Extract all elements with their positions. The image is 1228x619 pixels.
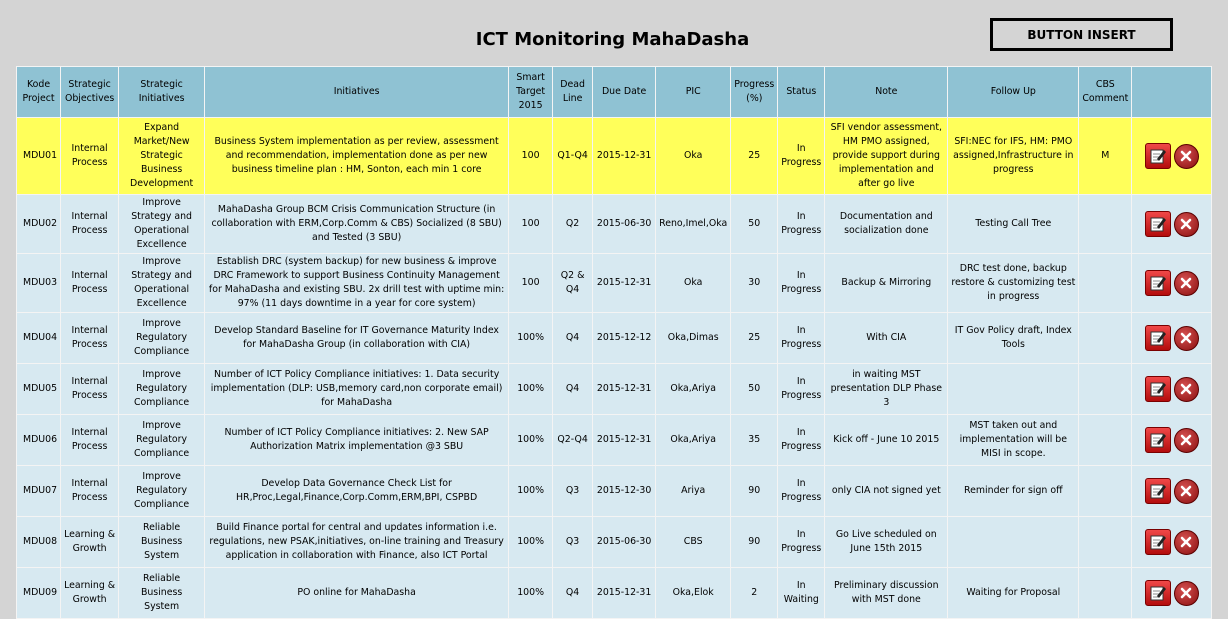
cell-due-date: 2015-12-31 [593,254,656,313]
delete-icon [1179,276,1193,290]
cell-cbs-comment [1079,415,1132,466]
cell-actions [1132,118,1212,195]
edit-button[interactable] [1145,427,1171,453]
edit-button[interactable] [1145,325,1171,351]
cell-target: 100 [509,118,553,195]
cell-actions [1132,466,1212,517]
cell-strategic-initiative: Improve Regulatory Compliance [119,364,205,415]
delete-button[interactable] [1174,581,1199,606]
cell-due-date: 2015-12-12 [593,313,656,364]
delete-button[interactable] [1174,428,1199,453]
cell-deadline: Q2 & Q4 [553,254,593,313]
cell-initiative: Develop Data Governance Check List for HR,Proc,Legal,Finance,Corp.Comm,ERM,BPI, CSPBD [205,466,509,517]
cell-target: 100% [509,466,553,517]
edit-icon [1149,274,1167,292]
cell-cbs-comment [1079,313,1132,364]
cell-pic: Oka,Ariya [656,415,731,466]
table-row [17,517,1212,568]
col-target: Smart Target 2015 [509,67,553,118]
cell-note: Preliminary discussion with MST done [825,568,948,619]
cell-note: Go Live scheduled on June 15th 2015 [825,517,948,568]
delete-button[interactable] [1174,144,1199,169]
edit-button[interactable] [1145,529,1171,555]
monitoring-table [16,66,1212,619]
cell-initiative: Build Finance portal for central and updates information i.e. regulations, new PSAK,initiatives, on-line training and Treasury application in collaboration with Finance, also ICT Portal [205,517,509,568]
cell-kode: MDU05 [17,364,61,415]
edit-icon [1149,329,1167,347]
cell-deadline: Q2 [553,195,593,254]
edit-button[interactable] [1145,376,1171,402]
edit-icon [1149,380,1167,398]
cell-progress: 2 [731,568,778,619]
col-follow-up: Follow Up [948,67,1079,118]
cell-strategic-initiative: Improve Strategy and Operational Excellence [119,254,205,313]
delete-icon [1179,586,1193,600]
table-row [17,466,1212,517]
cell-actions [1132,254,1212,313]
cell-status: In Progress [778,517,825,568]
cell-progress: 30 [731,254,778,313]
cell-cbs-comment [1079,364,1132,415]
cell-cbs-comment [1079,568,1132,619]
cell-objective: Learning & Growth [61,568,119,619]
edit-icon [1149,482,1167,500]
cell-objective: Learning & Growth [61,517,119,568]
cell-note: SFI vendor assessment, HM PMO assigned, provide support during implementation and after go live [825,118,948,195]
cell-pic: Oka [656,118,731,195]
cell-follow-up: Reminder for sign off [948,466,1079,517]
col-initiatives: Initiatives [205,67,509,118]
cell-target: 100 [509,254,553,313]
cell-kode: MDU03 [17,254,61,313]
cell-cbs-comment [1079,517,1132,568]
cell-actions [1132,415,1212,466]
cell-strategic-initiative: Improve Regulatory Compliance [119,313,205,364]
col-status: Status [778,67,825,118]
cell-strategic-initiative: Improve Regulatory Compliance [119,415,205,466]
cell-initiative: Develop Standard Baseline for IT Governance Maturity Index for MahaDasha Group (in collaboration with CIA) [205,313,509,364]
table-row [17,364,1212,415]
delete-button[interactable] [1174,377,1199,402]
edit-icon [1149,584,1167,602]
delete-button[interactable] [1174,479,1199,504]
col-pic: PIC [656,67,731,118]
col-note: Note [825,67,948,118]
cell-cbs-comment [1079,195,1132,254]
delete-icon [1179,484,1193,498]
cell-progress: 90 [731,517,778,568]
cell-strategic-initiative: Improve Strategy and Operational Excellence [119,195,205,254]
col-objectives: Strategic Objectives [61,67,119,118]
cell-kode: MDU04 [17,313,61,364]
cell-note: in waiting MST presentation DLP Phase 3 [825,364,948,415]
cell-target: 100% [509,313,553,364]
delete-icon [1179,217,1193,231]
cell-deadline: Q4 [553,313,593,364]
table-row [17,254,1212,313]
cell-progress: 25 [731,118,778,195]
cell-due-date: 2015-12-30 [593,466,656,517]
delete-button[interactable] [1174,326,1199,351]
cell-objective: Internal Process [61,466,119,517]
cell-strategic-initiative: Expand Market/New Strategic Business Development [119,118,205,195]
edit-button[interactable] [1145,211,1171,237]
delete-icon [1179,149,1193,163]
cell-due-date: 2015-12-31 [593,415,656,466]
cell-target: 100% [509,364,553,415]
cell-kode: MDU06 [17,415,61,466]
cell-cbs-comment [1079,466,1132,517]
cell-deadline: Q4 [553,568,593,619]
col-due-date: Due Date [593,67,656,118]
table-row [17,195,1212,254]
cell-actions [1132,517,1212,568]
edit-button[interactable] [1145,478,1171,504]
cell-deadline: Q4 [553,364,593,415]
cell-note: Backup & Mirroring [825,254,948,313]
cell-pic: Ariya [656,466,731,517]
cell-deadline: Q1-Q4 [553,118,593,195]
cell-note: only CIA not signed yet [825,466,948,517]
cell-pic: CBS [656,517,731,568]
cell-status: In Progress [778,415,825,466]
cell-note: With CIA [825,313,948,364]
cell-strategic-initiative: Improve Regulatory Compliance [119,466,205,517]
cell-follow-up: Waiting for Proposal [948,568,1079,619]
cell-initiative: Number of ICT Policy Compliance initiatives: 2. New SAP Authorization Matrix implementation @3 SBU [205,415,509,466]
delete-button[interactable] [1174,271,1199,296]
cell-deadline: Q3 [553,517,593,568]
cell-target: 100 [509,195,553,254]
delete-button[interactable] [1174,530,1199,555]
cell-objective: Internal Process [61,415,119,466]
cell-actions [1132,195,1212,254]
cell-progress: 50 [731,195,778,254]
cell-initiative: PO online for MahaDasha [205,568,509,619]
cell-follow-up: IT Gov Policy draft, Index Tools [948,313,1079,364]
col-cbs-comment: CBS Comment [1079,67,1132,118]
cell-note: Kick off - June 10 2015 [825,415,948,466]
cell-follow-up [948,364,1079,415]
cell-initiative: Establish DRC (system backup) for new business & improve DRC Framework to support Business Continuity Management for MahaDasha and existing SBU. 2x drill test with uptime min: 97% (11 days downtime in a year for core system) [205,254,509,313]
edit-icon [1149,431,1167,449]
cell-initiative: Number of ICT Policy Compliance initiatives: 1. Data security implementation (DLP: USB,memory card,non corporate email) for MahaDasha [205,364,509,415]
cell-note: Documentation and socialization done [825,195,948,254]
cell-kode: MDU01 [17,118,61,195]
cell-pic: Reno,Imel,Oka [656,195,731,254]
cell-objective: Internal Process [61,118,119,195]
cell-target: 100% [509,568,553,619]
edit-button[interactable] [1145,143,1171,169]
cell-target: 100% [509,415,553,466]
edit-button[interactable] [1145,580,1171,606]
cell-due-date: 2015-06-30 [593,517,656,568]
cell-kode: MDU09 [17,568,61,619]
cell-progress: 50 [731,364,778,415]
cell-target: 100% [509,517,553,568]
cell-follow-up: SFI:NEC for IFS, HM: PMO assigned,Infrastructure in progress [948,118,1079,195]
cell-kode: MDU08 [17,517,61,568]
cell-objective: Internal Process [61,195,119,254]
cell-status: In Progress [778,254,825,313]
cell-due-date: 2015-06-30 [593,195,656,254]
cell-pic: Oka,Ariya [656,364,731,415]
edit-icon [1149,147,1167,165]
cell-actions [1132,568,1212,619]
cell-due-date: 2015-12-31 [593,568,656,619]
cell-initiative: Business System implementation as per review, assessment and recommendation, implementation done as per new business timeline plan : HM, Sonton, each min 1 core [205,118,509,195]
cell-cbs-comment [1079,254,1132,313]
edit-icon [1149,533,1167,551]
table-row [17,415,1212,466]
table-row [17,568,1212,619]
cell-pic: Oka,Dimas [656,313,731,364]
insert-button[interactable]: BUTTON INSERT [990,18,1173,51]
cell-objective: Internal Process [61,313,119,364]
delete-button[interactable] [1174,212,1199,237]
cell-kode: MDU02 [17,195,61,254]
cell-progress: 25 [731,313,778,364]
cell-status: In Progress [778,195,825,254]
cell-status: In Progress [778,313,825,364]
cell-actions [1132,313,1212,364]
delete-icon [1179,331,1193,345]
cell-status: In Progress [778,118,825,195]
cell-objective: Internal Process [61,364,119,415]
cell-deadline: Q3 [553,466,593,517]
edit-icon [1149,215,1167,233]
cell-objective: Internal Process [61,254,119,313]
cell-follow-up [948,517,1079,568]
col-kode: Kode Project [17,67,61,118]
table-row [17,118,1212,195]
delete-icon [1179,382,1193,396]
cell-follow-up: DRC test done, backup restore & customizing test in progress [948,254,1079,313]
cell-due-date: 2015-12-31 [593,364,656,415]
cell-follow-up: MST taken out and implementation will be MISI in scope. [948,415,1079,466]
cell-strategic-initiative: Reliable Business System [119,568,205,619]
col-strategic-initiatives: Strategic Initiatives [119,67,205,118]
cell-pic: Oka,Elok [656,568,731,619]
cell-deadline: Q2-Q4 [553,415,593,466]
edit-button[interactable] [1145,270,1171,296]
cell-pic: Oka [656,254,731,313]
col-deadline: Dead Line [553,67,593,118]
cell-due-date: 2015-12-31 [593,118,656,195]
table-row [17,313,1212,364]
cell-strategic-initiative: Reliable Business System [119,517,205,568]
page-title: ICT Monitoring MahaDasha [475,29,750,50]
table-header [17,67,1212,118]
cell-status: In Waiting [778,568,825,619]
delete-icon [1179,535,1193,549]
cell-initiative: MahaDasha Group BCM Crisis Communication Structure (in collaboration with ERM,Corp.Comm & CBS) Socialized (8 SBU) and Tested (3 SBU) [205,195,509,254]
cell-status: In Progress [778,364,825,415]
cell-kode: MDU07 [17,466,61,517]
delete-icon [1179,433,1193,447]
cell-follow-up: Testing Call Tree [948,195,1079,254]
cell-cbs-comment: M [1079,118,1132,195]
cell-actions [1132,364,1212,415]
col-actions [1132,67,1212,118]
cell-progress: 90 [731,466,778,517]
col-progress: Progress (%) [731,67,778,118]
cell-status: In Progress [778,466,825,517]
cell-progress: 35 [731,415,778,466]
